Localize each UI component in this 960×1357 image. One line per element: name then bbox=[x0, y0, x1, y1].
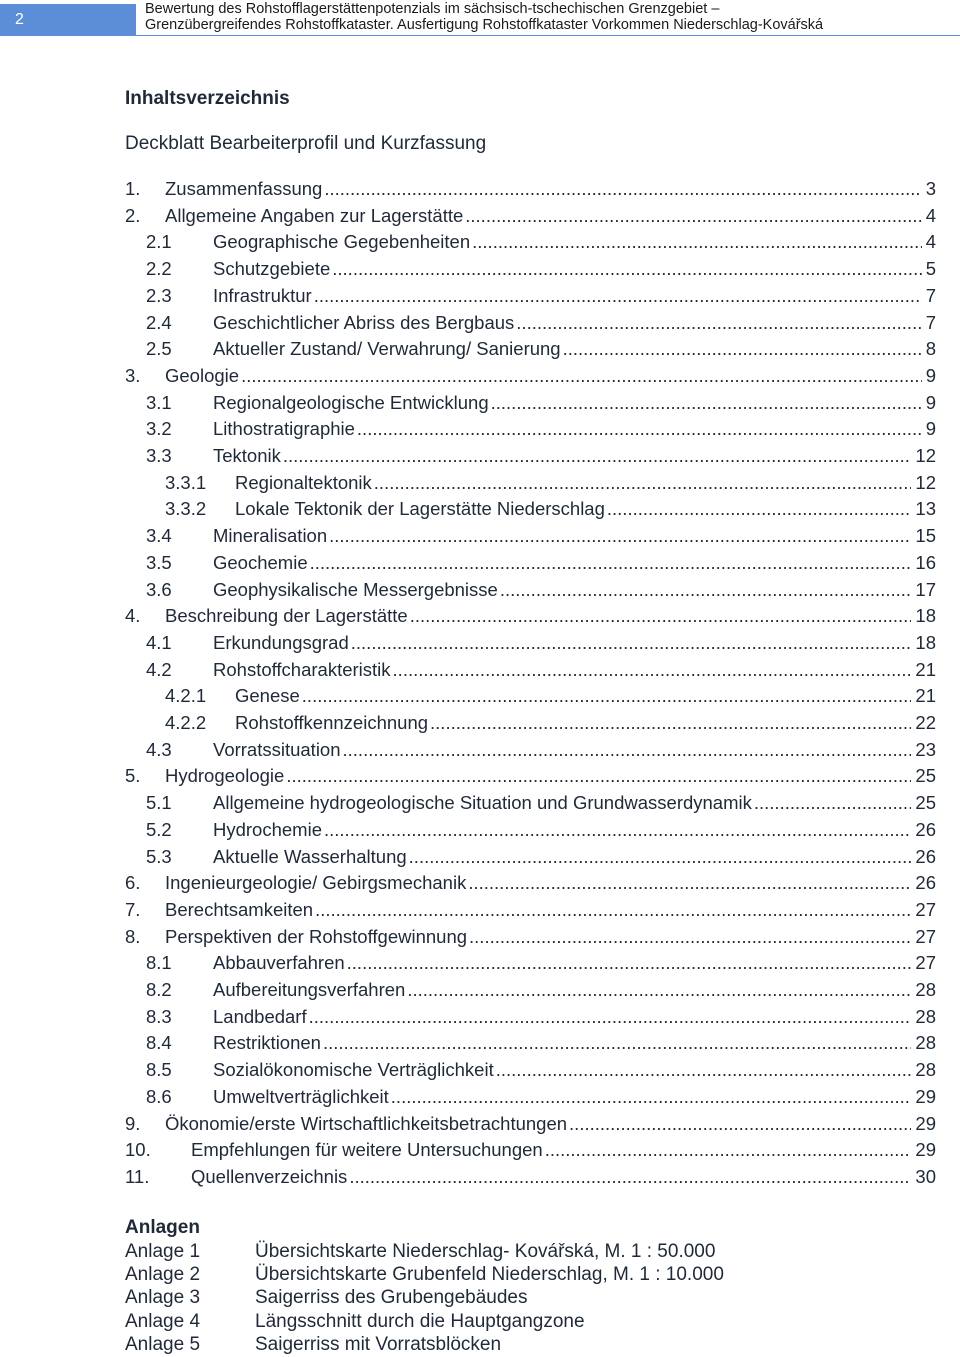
toc-leader-dots bbox=[491, 390, 922, 416]
toc-leader-dots bbox=[286, 763, 911, 789]
toc-entry-label: Restriktionen bbox=[213, 1032, 321, 1054]
page-number: 2 bbox=[15, 11, 24, 28]
annex-description: Saigerriss mit Vorratsblöcken bbox=[255, 1333, 502, 1355]
header-title bbox=[145, 1, 823, 33]
toc-entry-page: 23 bbox=[915, 738, 936, 760]
toc-entry[interactable] bbox=[165, 470, 936, 496]
toc-entry-page: 26 bbox=[915, 872, 936, 894]
toc-entry[interactable] bbox=[125, 763, 936, 789]
toc-entry-label: Schutzgebiete bbox=[213, 258, 331, 280]
toc-entry-number: 3. bbox=[125, 364, 141, 386]
toc-entry-label: Quellenverzeichnis bbox=[191, 1165, 348, 1187]
toc-entry-page: 9 bbox=[925, 418, 936, 440]
toc-entry-number: 8.5 bbox=[146, 1059, 172, 1081]
toc-entry-label: Hydrochemie bbox=[213, 818, 322, 840]
toc-entry-page: 27 bbox=[915, 898, 936, 920]
annex-label: Anlage 4 bbox=[125, 1310, 201, 1332]
toc-entry[interactable] bbox=[125, 1164, 936, 1190]
toc-leader-dots bbox=[324, 176, 921, 202]
toc-entry-label: Regionaltektonik bbox=[235, 471, 372, 493]
toc-entry[interactable] bbox=[125, 203, 936, 229]
toc-entry-number: 2.4 bbox=[146, 311, 172, 333]
toc-entry[interactable] bbox=[125, 1111, 936, 1137]
toc-leader-dots bbox=[569, 1111, 911, 1137]
toc-entry[interactable] bbox=[146, 390, 936, 416]
toc-entry-number: 5. bbox=[125, 765, 141, 787]
toc-leader-dots bbox=[754, 790, 912, 816]
toc-leader-dots bbox=[409, 844, 912, 870]
toc-entry-page: 5 bbox=[925, 258, 936, 280]
toc-entry-label: Hydrogeologie bbox=[165, 765, 285, 787]
toc-entry[interactable] bbox=[146, 229, 936, 255]
toc-entry[interactable] bbox=[146, 336, 936, 362]
toc-entry[interactable] bbox=[146, 256, 936, 282]
toc-entry-label: Tektonik bbox=[213, 445, 281, 466]
toc-entry-page: 9 bbox=[925, 364, 936, 386]
toc-entry-page: 28 bbox=[915, 1005, 936, 1027]
toc-entry-label: Aktueller Zustand/ Verwahrung/ Sanierung bbox=[213, 338, 561, 360]
toc-entry-page: 12 bbox=[915, 445, 936, 466]
toc-entry-label: Geologie bbox=[165, 364, 240, 386]
toc-entry-label: Mineralisation bbox=[213, 525, 328, 547]
toc-entry[interactable] bbox=[125, 603, 936, 629]
toc-entry-page: 25 bbox=[915, 765, 936, 787]
toc-entry-number: 8.6 bbox=[146, 1085, 172, 1107]
toc-entry-page: 27 bbox=[915, 925, 936, 947]
toc-entry[interactable] bbox=[165, 710, 936, 736]
toc-leader-dots bbox=[545, 1137, 912, 1163]
toc-entry[interactable] bbox=[146, 310, 936, 336]
toc-entry-page: 29 bbox=[915, 1139, 936, 1161]
toc-entry-number: 3.2 bbox=[146, 418, 172, 440]
toc-entry-number: 4.2.1 bbox=[165, 685, 207, 707]
toc-entry-page: 30 bbox=[915, 1165, 936, 1187]
toc-entry[interactable] bbox=[146, 443, 936, 469]
toc-entry-number: 10. bbox=[125, 1139, 151, 1161]
annex-description: Saigerriss des Grubengebäudes bbox=[255, 1287, 528, 1309]
toc-entry-number: 3.6 bbox=[146, 578, 172, 600]
toc-entry-page: 4 bbox=[925, 204, 936, 226]
toc-leader-dots bbox=[563, 336, 922, 362]
toc-entry-number: 2. bbox=[125, 204, 141, 226]
header-line-1: Bewertung des Rohstofflagerstättenpotenzials im sächsisch-tschechischen Grenzgebiet – bbox=[145, 1, 720, 17]
toc-entry[interactable] bbox=[146, 1057, 936, 1083]
toc-entry-label: Empfehlungen für weitere Untersuchungen bbox=[191, 1139, 543, 1161]
toc-entry[interactable] bbox=[165, 496, 936, 522]
toc-entry-page: 26 bbox=[915, 818, 936, 840]
toc-leader-dots bbox=[302, 683, 912, 709]
toc-entry-number: 4. bbox=[125, 605, 141, 627]
toc-heading: Inhaltsverzeichnis bbox=[125, 88, 290, 109]
toc-leader-dots bbox=[516, 310, 921, 336]
toc-leader-dots bbox=[500, 577, 912, 603]
toc-entry-number: 11. bbox=[125, 1165, 150, 1187]
toc-entry-page: 18 bbox=[915, 605, 936, 627]
toc-entry-page: 15 bbox=[915, 525, 936, 547]
toc-entry[interactable] bbox=[125, 897, 936, 923]
toc-entry-page: 21 bbox=[915, 685, 936, 707]
toc-entry-page: 17 bbox=[915, 578, 936, 600]
header-divider bbox=[136, 35, 960, 36]
toc-intro: Deckblatt Bearbeiterprofil und Kurzfassung bbox=[125, 133, 487, 154]
toc-entry[interactable] bbox=[125, 363, 936, 389]
toc-entry[interactable] bbox=[125, 1137, 936, 1163]
toc-entry[interactable] bbox=[146, 817, 936, 843]
page-number-badge bbox=[0, 4, 136, 36]
toc-leader-dots bbox=[241, 363, 922, 389]
toc-entry-label: Landbedarf bbox=[213, 1005, 307, 1027]
toc-entry-label: Zusammenfassung bbox=[165, 178, 323, 199]
toc-entry-page: 28 bbox=[915, 1059, 936, 1081]
toc-leader-dots bbox=[343, 737, 912, 763]
toc-entry-number: 5.3 bbox=[146, 845, 172, 867]
toc-entry-label: Aufbereitungsverfahren bbox=[213, 979, 406, 1000]
toc-entry-page: 26 bbox=[915, 845, 936, 867]
toc-leader-dots bbox=[496, 1057, 912, 1083]
toc-entry-page: 28 bbox=[915, 1032, 936, 1054]
toc-entry-label: Geochemie bbox=[213, 551, 308, 573]
toc-entry-number: 4.2.2 bbox=[165, 712, 207, 733]
toc-entry[interactable] bbox=[165, 683, 936, 709]
toc-entry-page: 7 bbox=[925, 311, 936, 333]
toc-leader-dots bbox=[347, 950, 912, 976]
toc-entry-label: Allgemeine hydrogeologische Situation und Grundwasserdynamik bbox=[213, 792, 752, 814]
toc-entry-number: 7. bbox=[125, 898, 141, 920]
toc-leader-dots bbox=[351, 630, 912, 656]
toc-entry-number: 4.3 bbox=[146, 738, 172, 760]
toc-entry-label: Berechtsamkeiten bbox=[165, 898, 314, 920]
toc-entry-label: Geophysikalische Messergebnisse bbox=[213, 578, 498, 600]
toc-entry-page: 29 bbox=[915, 1112, 936, 1134]
toc-entry[interactable] bbox=[146, 977, 936, 1003]
toc-entry[interactable] bbox=[146, 1004, 936, 1030]
toc-entry[interactable] bbox=[146, 630, 936, 656]
toc-entry[interactable] bbox=[125, 924, 936, 950]
toc-leader-dots bbox=[283, 443, 912, 469]
toc-entry-page: 28 bbox=[915, 979, 936, 1000]
toc-entry-page: 25 bbox=[915, 792, 936, 814]
page-header bbox=[0, 0, 960, 38]
toc-entry-number: 3.1 bbox=[146, 391, 172, 413]
toc-entry-label: Allgemeine Angaben zur Lagerstätte bbox=[165, 204, 464, 226]
toc-leader-dots bbox=[407, 977, 911, 1003]
toc-entry-number: 3.5 bbox=[146, 551, 172, 573]
toc-entry[interactable] bbox=[146, 790, 936, 816]
toc-entry-label: Sozialökonomische Verträglichkeit bbox=[213, 1059, 494, 1081]
header-line-2: Grenzübergreifendes Rohstoffkataster. Ausfertigung Rohstoffkataster Vorkommen Niederschlag-Kovářská bbox=[145, 17, 824, 33]
toc-entry-label: Regionalgeologische Entwicklung bbox=[213, 391, 489, 413]
toc-entry-number: 2.3 bbox=[146, 284, 172, 306]
annex-label: Anlage 3 bbox=[125, 1287, 201, 1309]
toc-entry-page: 13 bbox=[915, 498, 936, 520]
toc-entry-number: 6. bbox=[125, 872, 141, 894]
toc-leader-dots bbox=[465, 203, 921, 229]
toc-entry-page: 22 bbox=[915, 712, 936, 733]
toc-leader-dots bbox=[468, 870, 911, 896]
toc-entry-label: Lokale Tektonik der Lagerstätte Niederschlag bbox=[235, 498, 605, 520]
toc-entry-page: 27 bbox=[915, 952, 936, 974]
annex-label: Anlage 2 bbox=[125, 1264, 201, 1286]
toc-entry-page: 16 bbox=[915, 551, 936, 573]
toc-entry-number: 3.4 bbox=[146, 525, 172, 547]
toc-leader-dots bbox=[607, 496, 912, 522]
toc-entry-number: 3.3.2 bbox=[165, 498, 207, 520]
toc-leader-dots bbox=[315, 897, 911, 923]
toc-entry-label: Geschichtlicher Abriss des Bergbaus bbox=[213, 311, 515, 333]
toc-entry[interactable] bbox=[146, 737, 936, 763]
toc-entry-number: 5.1 bbox=[146, 792, 172, 814]
toc-entry-number: 4.1 bbox=[146, 631, 172, 653]
toc-leader-dots bbox=[349, 1164, 911, 1190]
toc-entry-number: 8.1 bbox=[146, 952, 172, 974]
annex-label: Anlage 1 bbox=[125, 1241, 201, 1262]
toc-leader-dots bbox=[323, 1030, 911, 1056]
toc-leader-dots bbox=[314, 283, 922, 309]
toc-entry-label: Infrastruktur bbox=[213, 284, 312, 306]
toc-entry-page: 9 bbox=[925, 391, 936, 413]
toc-entry-label: Abbauverfahren bbox=[213, 952, 345, 974]
annex-description: Übersichtskarte Niederschlag- Kovářská, M. 1 : 50.000 bbox=[255, 1241, 716, 1262]
toc-entry-number: 2.5 bbox=[146, 338, 172, 360]
toc-leader-dots bbox=[357, 416, 922, 442]
toc-leader-dots bbox=[430, 710, 911, 736]
toc-entry-number: 8.4 bbox=[146, 1032, 172, 1054]
toc-leader-dots bbox=[472, 229, 922, 255]
annex-description: Längsschnitt durch die Hauptgangzone bbox=[255, 1310, 585, 1332]
toc-entry-label: Vorratssituation bbox=[213, 738, 341, 760]
toc-entry[interactable] bbox=[146, 1030, 936, 1056]
toc-entry-label: Lithostratigraphie bbox=[213, 418, 355, 440]
toc-entry-label: Umweltverträglichkeit bbox=[213, 1085, 389, 1107]
toc-entry-page: 8 bbox=[925, 338, 936, 360]
toc-leader-dots bbox=[309, 1004, 912, 1030]
toc-entry[interactable] bbox=[146, 844, 936, 870]
toc-entry[interactable] bbox=[146, 657, 936, 683]
toc-entry-number: 3.3 bbox=[146, 445, 172, 466]
toc-entry[interactable] bbox=[146, 577, 936, 603]
annex-label: Anlage 5 bbox=[125, 1333, 201, 1355]
toc-entry-label: Rohstoffkennzeichnung bbox=[235, 712, 429, 733]
toc-entry-page: 4 bbox=[925, 231, 936, 253]
toc-entry-label: Ingenieurgeologie/ Gebirgsmechanik bbox=[165, 872, 467, 894]
toc-entry-label: Aktuelle Wasserhaltung bbox=[213, 845, 407, 867]
toc-leader-dots bbox=[329, 523, 911, 549]
toc-entry-page: 29 bbox=[915, 1085, 936, 1107]
toc-entry-page: 3 bbox=[925, 178, 936, 199]
toc-entry[interactable] bbox=[146, 523, 936, 549]
toc-entry-number: 2.1 bbox=[146, 231, 172, 253]
toc-entry[interactable] bbox=[146, 550, 936, 576]
toc-leader-dots bbox=[310, 550, 912, 576]
toc-entry-page: 18 bbox=[915, 631, 936, 653]
toc-leader-dots bbox=[391, 1084, 912, 1110]
toc-leader-dots bbox=[469, 924, 911, 950]
toc-entry-label: Beschreibung der Lagerstätte bbox=[165, 605, 408, 627]
toc-entry-number: 1. bbox=[125, 178, 141, 199]
toc-entry-page: 12 bbox=[915, 471, 936, 493]
toc-entry-number: 8.3 bbox=[146, 1005, 172, 1027]
toc-entry-page: 7 bbox=[925, 284, 936, 306]
toc-entry-number: 3.3.1 bbox=[165, 471, 207, 493]
toc-leader-dots bbox=[410, 603, 912, 629]
toc-entry-label: Erkundungsgrad bbox=[213, 631, 349, 653]
toc-entry-page: 21 bbox=[915, 658, 936, 680]
toc-entry-label: Geographische Gegebenheiten bbox=[213, 231, 471, 253]
toc-leader-dots bbox=[324, 817, 911, 843]
toc-entry-number: 8.2 bbox=[146, 979, 172, 1000]
toc-entry[interactable] bbox=[125, 176, 936, 202]
annex-heading: Anlagen bbox=[125, 1217, 200, 1238]
toc-entry-number: 4.2 bbox=[146, 658, 172, 680]
toc-entry[interactable] bbox=[146, 283, 936, 309]
toc-entry[interactable] bbox=[146, 416, 936, 442]
toc-entry[interactable] bbox=[146, 950, 936, 976]
toc-leader-dots bbox=[332, 256, 921, 282]
toc-entry-label: Rohstoffcharakteristik bbox=[213, 658, 391, 680]
toc-entry[interactable] bbox=[125, 870, 936, 896]
toc-entry-label: Ökonomie/erste Wirtschaftlichkeitsbetrachtungen bbox=[165, 1112, 568, 1134]
toc-entry-label: Genese bbox=[235, 685, 300, 707]
toc-entry-number: 2.2 bbox=[146, 258, 172, 280]
annex-description: Übersichtskarte Grubenfeld Niederschlag, M. 1 : 10.000 bbox=[255, 1264, 724, 1286]
toc-leader-dots bbox=[374, 470, 912, 496]
toc-leader-dots bbox=[393, 657, 912, 683]
toc-entry-label: Perspektiven der Rohstoffgewinnung bbox=[165, 925, 468, 947]
toc-entry-number: 8. bbox=[125, 925, 141, 947]
toc-entry-number: 5.2 bbox=[146, 818, 172, 840]
toc-entry-number: 9. bbox=[125, 1112, 141, 1134]
toc-entry[interactable] bbox=[146, 1084, 936, 1110]
